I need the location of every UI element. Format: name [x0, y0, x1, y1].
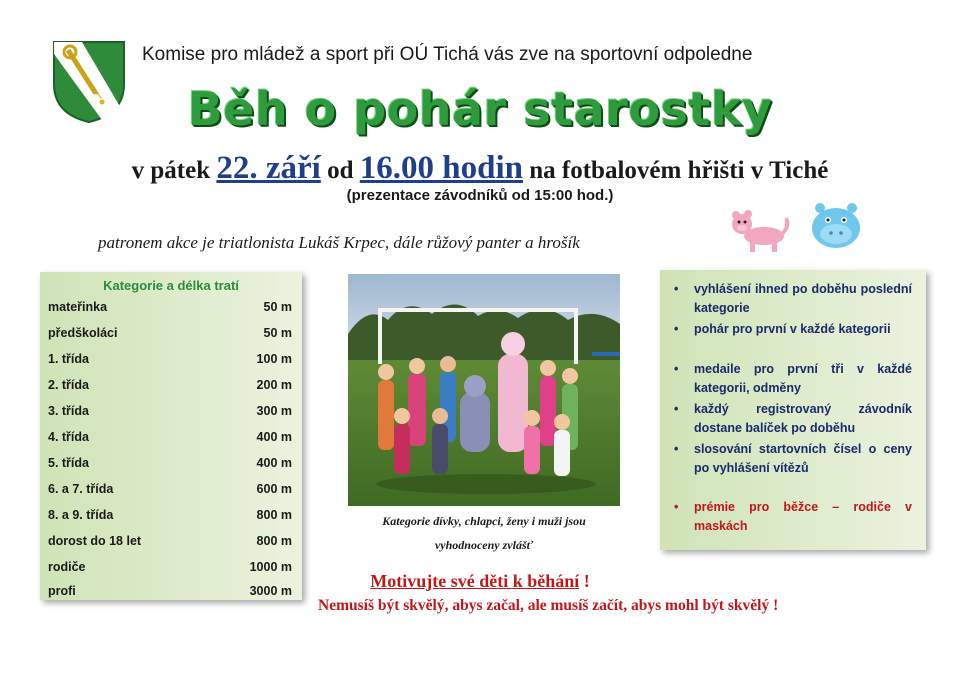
category-label: 5. třída [48, 456, 89, 470]
category-distance: 800 m [256, 508, 292, 522]
categories-panel [40, 272, 302, 600]
pink-panther-icon [728, 206, 790, 254]
categories-heading: Kategorie a délka tratí [103, 278, 239, 293]
info-highlight-text: prémie pro běžce – rodiče v maskách [694, 500, 912, 533]
motto-text: Nemusíš být skvělý, abys začal, ale musíš začít, abys mohl být skvělý ! [318, 597, 779, 614]
intro-text: Komise pro mládež a sport při OÚ Tichá vás zve na sportovní odpoledne [142, 44, 753, 65]
event-date: 22. září [216, 150, 321, 186]
category-distance: 3000 m [249, 584, 292, 598]
motivation-mark: ! [579, 571, 590, 591]
category-distance: 600 m [256, 482, 292, 496]
category-row [48, 534, 292, 560]
category-row [48, 508, 292, 534]
bullet-icon: • [674, 402, 679, 416]
category-row [48, 378, 292, 404]
bullet-icon: • [674, 282, 679, 296]
patrons-text: patronem akce je triatlonista Lukáš Krpec, dále růžový panter a hrošík [98, 233, 580, 252]
category-label: 3. třída [48, 404, 89, 418]
event-time: 16.00 hodin [359, 150, 523, 186]
bullet-icon: • [674, 322, 679, 336]
registration-note: (prezentace závodníků od 15:00 hod.) [346, 187, 614, 204]
category-label: 2. třída [48, 378, 89, 392]
info-item-text: každý registrovaný závodník dostane balíček po doběhu [694, 402, 912, 435]
motivation-line [0, 571, 960, 592]
category-label: 4. třída [48, 430, 89, 444]
when-prefix: v pátek [131, 157, 211, 184]
photo-caption-line1: Kategorie dívky, chlapci, ženy i muži jsou [382, 514, 586, 528]
category-distance: 300 m [256, 404, 292, 418]
category-row [48, 300, 292, 326]
category-distance: 800 m [256, 534, 292, 548]
photo-caption-line2: vyhodnoceny zvlášť [434, 538, 534, 552]
category-label: předškoláci [48, 326, 118, 340]
category-distance: 200 m [256, 378, 292, 392]
category-distance: 400 m [256, 456, 292, 470]
category-row [48, 404, 292, 430]
bullet-icon: • [674, 362, 679, 376]
category-label: rodiče [48, 560, 86, 574]
category-label: 8. a 9. třída [48, 508, 114, 522]
event-when [0, 150, 960, 187]
info-panel [660, 270, 926, 550]
motivation-text: Motivujte své děti k běhání [370, 571, 580, 591]
info-item-text: pohár pro první v každé kategorii [694, 322, 891, 336]
category-label: 1. třída [48, 352, 89, 366]
category-distance: 100 m [256, 352, 292, 366]
category-label: 6. a 7. třída [48, 482, 114, 496]
category-label: mateřinka [48, 300, 108, 314]
category-label: dorost do 18 let [48, 534, 142, 548]
bullet-icon: • [674, 442, 679, 456]
category-row [48, 352, 292, 378]
category-row [48, 326, 292, 352]
event-place: na fotbalovém hřišti v Tiché [529, 157, 829, 184]
when-from: od [327, 157, 354, 184]
category-label: profi [48, 584, 76, 598]
category-row [48, 430, 292, 456]
bullet-icon: • [674, 500, 679, 514]
group-photo [348, 274, 620, 506]
info-item-text: slosování startovních čísel o ceny po vyhlášení vítězů [694, 442, 912, 475]
category-distance: 50 m [263, 300, 292, 314]
category-row [48, 456, 292, 482]
category-row [48, 482, 292, 508]
info-item-text: vyhlášení ihned po doběhu poslední kategorie [694, 282, 912, 315]
category-distance: 1000 m [249, 560, 292, 574]
page-title: Běh o pohár starostky [187, 82, 773, 136]
category-distance: 50 m [263, 326, 292, 340]
info-item-text: medaile pro první tři v každé kategorii, odměny [694, 362, 912, 395]
category-distance: 400 m [256, 430, 292, 444]
hippo-icon [806, 198, 864, 250]
